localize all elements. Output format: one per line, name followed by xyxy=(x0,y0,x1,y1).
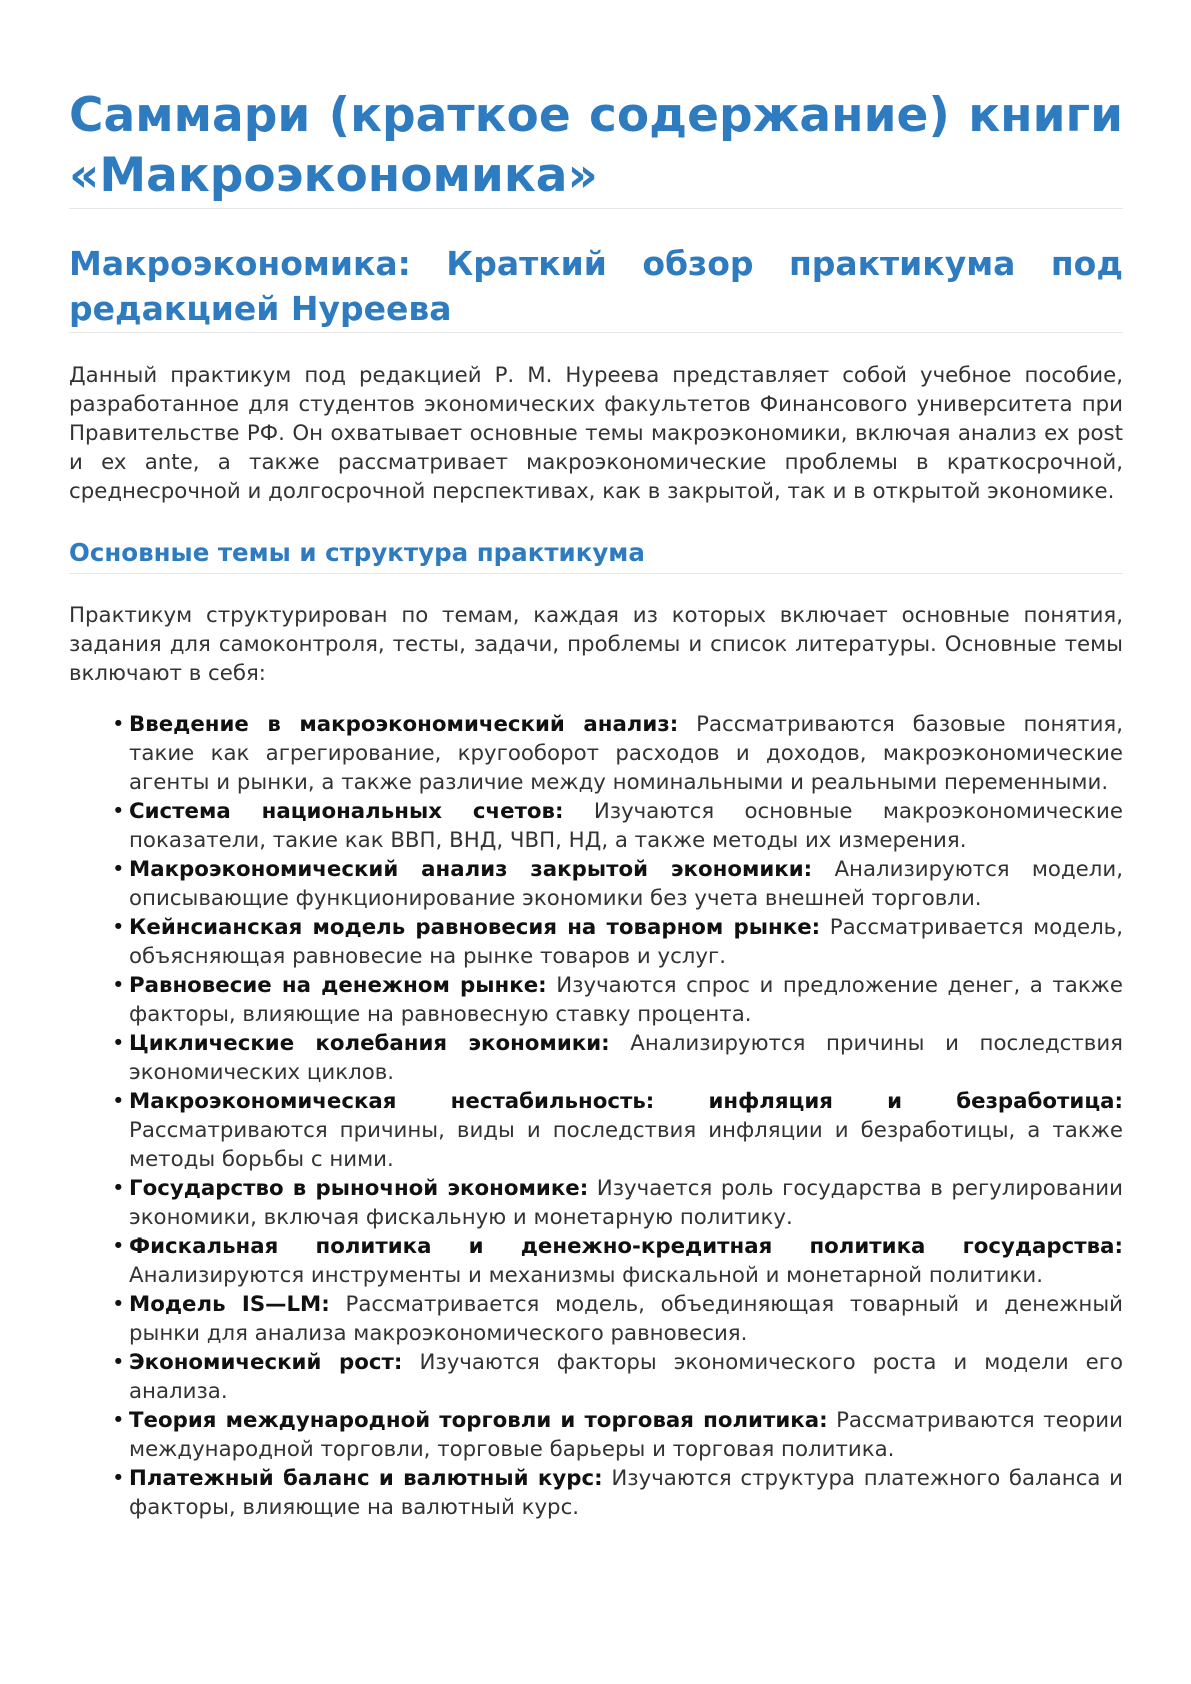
topic-text: Изучаются спрос и предложение денег, а также факторы, влияющие на равновесную ставку процента. xyxy=(129,973,1123,1027)
topic-term: Экономический рост: xyxy=(129,1350,403,1375)
topic-term: Введение в макроэкономический анализ: xyxy=(129,712,679,737)
page-title: Саммари (краткое содержание) книги «Макроэкономика» xyxy=(69,86,1123,209)
topic-term: Модель IS—LM: xyxy=(129,1292,330,1317)
topic-text: Изучаются основные макроэкономические показатели, такие как ВВП, ВНД, ЧВП, НД, а также методы их измерения. xyxy=(129,799,1123,853)
topic-term: Теория международной торговли и торговая политика: xyxy=(129,1408,828,1433)
list-item xyxy=(112,971,1123,1029)
topic-term: Фискальная политика и денежно-кредитная политика государства: xyxy=(129,1234,1123,1259)
bullet-icon: • xyxy=(112,1234,125,1259)
list-item xyxy=(112,913,1123,971)
topic-text: Рассматривается модель, объясняющая равновесие на рынке товаров и услуг. xyxy=(129,915,1123,969)
bullet-icon: • xyxy=(112,973,125,998)
bullet-icon: • xyxy=(112,712,125,737)
list-item xyxy=(112,1290,1123,1348)
topic-text: Изучается роль государства в регулировании экономики, включая фискальную и монетарную политику. xyxy=(129,1176,1123,1230)
page-subtitle: Макроэкономика: Краткий обзор практикума под редакцией Нуреева xyxy=(69,241,1123,333)
topic-term: Платежный баланс и валютный курс: xyxy=(129,1466,603,1491)
section-title: Основные темы и структура практикума xyxy=(69,535,1123,574)
topic-text: Анализируются модели, описывающие функционирование экономики без учета внешней торговли. xyxy=(129,857,1123,911)
bullet-icon: • xyxy=(112,799,125,824)
topic-term: Макроэкономический анализ закрытой экономики: xyxy=(129,857,813,882)
list-item xyxy=(112,1232,1123,1290)
topic-text: Рассматриваются причины, виды и последствия инфляции и безработицы, а также методы борьбы с ними. xyxy=(129,1118,1123,1172)
topic-term: Кейнсианская модель равновесия на товарном рынке: xyxy=(129,915,821,940)
topic-text: Анализируются инструменты и механизмы фискальной и монетарной политики. xyxy=(129,1263,1043,1288)
bullet-icon: • xyxy=(112,1292,125,1317)
list-item xyxy=(112,1087,1123,1174)
list-item xyxy=(112,1348,1123,1406)
document-page xyxy=(69,86,1123,1522)
list-item xyxy=(112,1406,1123,1464)
topic-term: Государство в рыночной экономике: xyxy=(129,1176,589,1201)
topic-text: Рассматриваются теории международной торговли, торговые барьеры и торговая политика. xyxy=(129,1408,1123,1462)
bullet-icon: • xyxy=(112,1089,125,1114)
intro-paragraph: Данный практикум под редакцией Р. М. Нуреева представляет собой учебное пособие, разработанное для студентов экономических факультетов Финансового университета при Правительстве РФ. Он охватывает основные темы макроэкономики, включая анализ ex post и ex ante, а также рассматривает макроэкономические проблемы в краткосрочной, среднесрочной и долгосрочной перспективах, как в закрытой, так и в открытой экономике. xyxy=(69,363,1123,504)
bullet-icon: • xyxy=(112,1408,125,1433)
topic-term: Система национальных счетов: xyxy=(129,799,564,824)
list-item xyxy=(112,710,1124,797)
bullet-icon: • xyxy=(112,915,125,940)
list-item xyxy=(112,1464,1123,1522)
topic-text: Изучаются структура платежного баланса и факторы, влияющие на валютный курс. xyxy=(129,1466,1123,1520)
bullet-icon: • xyxy=(112,1176,125,1201)
list-item xyxy=(112,1029,1123,1087)
topic-term: Циклические колебания экономики: xyxy=(129,1031,610,1056)
topic-term: Макроэкономическая нестабильность: инфляция и безработица: xyxy=(129,1089,1123,1114)
bullet-icon: • xyxy=(112,1350,125,1375)
list-item xyxy=(112,1174,1123,1232)
list-item xyxy=(112,855,1123,913)
bullet-icon: • xyxy=(112,857,125,882)
topic-term: Равновесие на денежном рынке: xyxy=(129,973,547,998)
topic-text: Рассматриваются базовые понятия, такие как агрегирование, кругооборот расходов и доходов, макроэкономические агенты и рынки, а также различие между номинальными и реальными переменными. xyxy=(129,712,1124,795)
topic-text: Изучаются факторы экономического роста и модели его анализа. xyxy=(129,1350,1123,1404)
section-intro-paragraph: Практикум структурирован по темам, каждая из которых включает основные понятия, задания для самоконтроля, тесты, задачи, проблемы и список литературы. Основные темы включают в себя: xyxy=(69,603,1123,686)
bullet-icon: • xyxy=(112,1466,125,1491)
topic-text: Анализируются причины и последствия экономических циклов. xyxy=(129,1031,1123,1085)
bullet-icon: • xyxy=(112,1031,125,1056)
list-item xyxy=(112,797,1123,855)
topics-list xyxy=(69,710,1123,1522)
topic-text: Рассматривается модель, объединяющая товарный и денежный рынки для анализа макроэкономического равновесия. xyxy=(129,1292,1123,1346)
